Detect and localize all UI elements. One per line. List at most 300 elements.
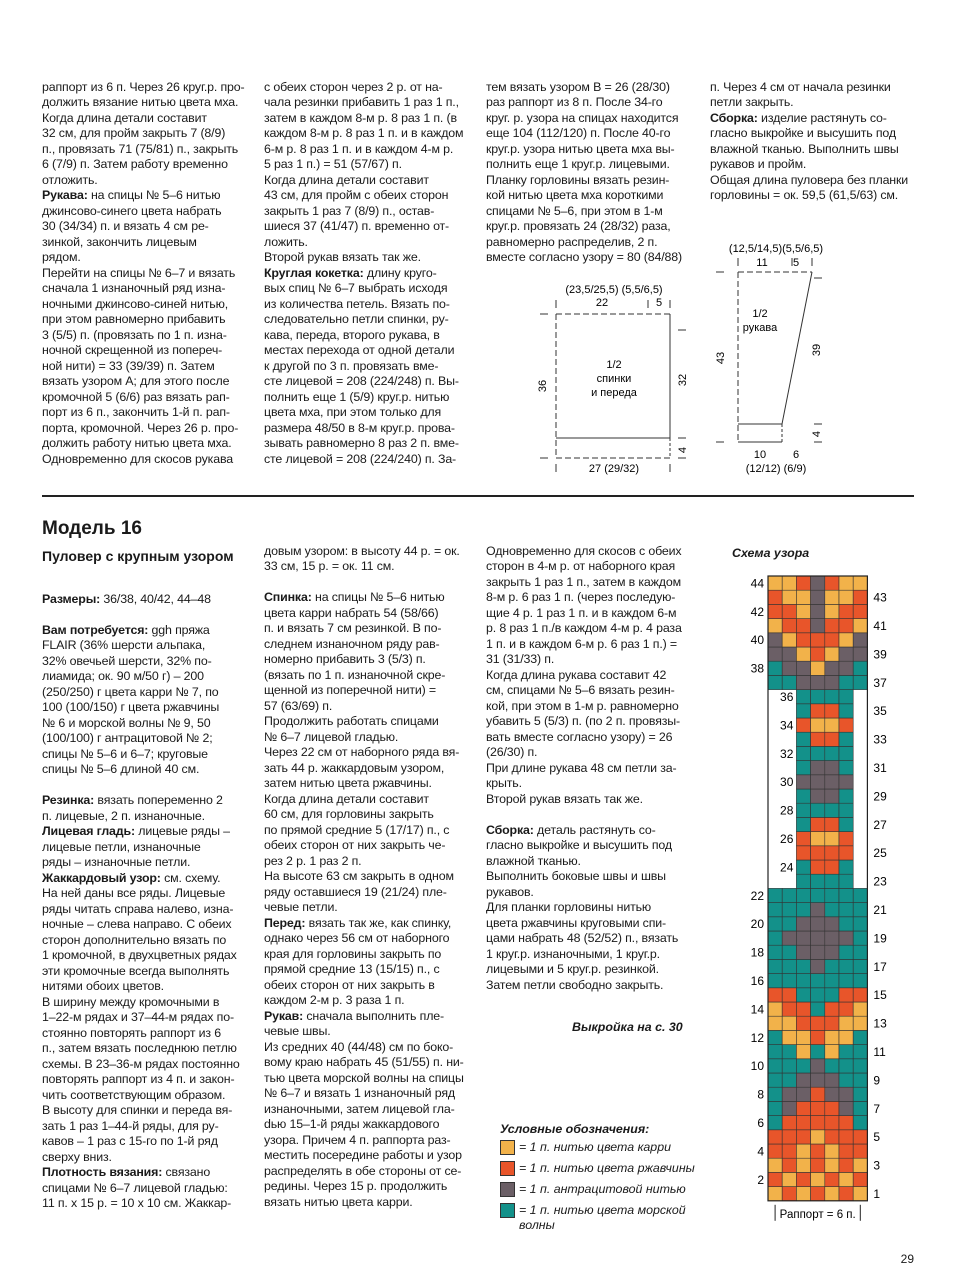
chart-cell: [853, 1059, 867, 1073]
body-center-1: 1/2: [606, 359, 622, 371]
chart-cell: [853, 1030, 867, 1044]
front-text: вязать так же, как спинку, однако через 56 см от наборного края для горловины закрыть по прямой средние 13 (15/15) п., с обеих сторон от них закрыть в каждом 2-м р. 3 раза 1 п.: [264, 915, 452, 1007]
chart-cell: [782, 1187, 796, 1201]
chart-cell: [825, 874, 839, 888]
row-number-left: 40: [750, 633, 764, 648]
sleeve-center-2: рукава: [742, 322, 778, 334]
chart-cell: [853, 888, 867, 902]
chart-cell: [811, 732, 825, 746]
legend-item: [500, 1161, 710, 1182]
row-number-right: 35: [873, 704, 887, 719]
chart-cell: [825, 832, 839, 846]
chart-cell: [853, 903, 867, 917]
chart-cell: [782, 590, 796, 604]
chart-cell: [853, 675, 867, 689]
chart-cell: [768, 945, 782, 959]
top-col-4: [710, 64, 918, 204]
chart-cell: [853, 1016, 867, 1030]
chart-cell: [768, 1172, 782, 1186]
chart-cell: [782, 1045, 796, 1059]
chart-cell: [811, 619, 825, 633]
row-number-left: 6: [757, 1115, 764, 1130]
chart-cell: [768, 888, 782, 902]
chart-cell: [811, 647, 825, 661]
row-number-right: 19: [873, 931, 887, 946]
chart-cell: [825, 590, 839, 604]
chart-cell: [782, 1073, 796, 1087]
chart-cell: [811, 1172, 825, 1186]
chart-cell: [839, 803, 853, 817]
chart-cell: [796, 1087, 810, 1101]
assembly-text: деталь растянуть со- гласно выкройке и высушить под влажной тканью. Выполнить боковые швы и швы рукавов. Для планки горловины нитью цвета ржавчины круговыми спи- цами набрать 48 (52/52) п., вязать 1 круг.р. изнаночными, 1 круг.р. лицевыми и 5 круг.р. резинкой. Затем петли свободно закрыть.: [486, 822, 679, 992]
chart-cell: [853, 647, 867, 661]
chart-cell: [768, 633, 782, 647]
chart-cell: [853, 576, 867, 590]
legend-title: Условные обозначения:: [500, 1122, 650, 1136]
row-number-right: 17: [873, 959, 887, 974]
chart-cell: [796, 1045, 810, 1059]
chart-cell: [839, 945, 853, 959]
sleeve-left-43: 43: [715, 351, 727, 365]
chart-cell: [839, 675, 853, 689]
chart-cell: [825, 1158, 839, 1172]
chart-cell: [782, 903, 796, 917]
chart-cell: [811, 988, 825, 1002]
row-number-right: 9: [873, 1073, 881, 1088]
chart-cell: [782, 917, 796, 931]
chart-cell: [853, 1144, 867, 1158]
chart-cell: [811, 874, 825, 888]
legend: [500, 1140, 710, 1232]
chart-cell: [811, 761, 825, 775]
sleeve-right-4: 4: [811, 430, 823, 438]
jacquard-heading: Жаккардовый узор:: [42, 870, 161, 885]
chart-cell: [782, 1144, 796, 1158]
chart-cell: [782, 576, 796, 590]
chart-cell: [811, 1116, 825, 1130]
chart-cell: [811, 1073, 825, 1087]
chart-cell: [782, 633, 796, 647]
legend-label: = 1 п. нитью цвета карри: [519, 1140, 671, 1154]
row-number-right: 41: [873, 618, 887, 633]
chart-cell: [825, 1101, 839, 1115]
chart-cell: [825, 1116, 839, 1130]
chart-cell: [825, 846, 839, 860]
chart-cell: [853, 1087, 867, 1101]
chart-cell: [796, 604, 810, 618]
chart-cell: [782, 661, 796, 675]
chart-cell: [825, 619, 839, 633]
chart-cell: [839, 604, 853, 618]
chart-cell: [796, 888, 810, 902]
assembly-text-top: изделие растянуть со- гласно выкройке и высушить под влажной тканью. Выполнить швы рукавов и пройм. Общая длина пуловера без планки горловины = ок. 59,5 (61,5/63) см.: [710, 110, 909, 202]
chart-cell: [796, 959, 810, 973]
chart-cell: [825, 1144, 839, 1158]
chart-cell: [839, 647, 853, 661]
chart-cell: [811, 590, 825, 604]
chart-cell: [853, 931, 867, 945]
row-number-right: 3: [873, 1158, 881, 1173]
top-col-4-text: п. Через 4 см от начала резинки петли закрыть.: [710, 79, 891, 109]
chart-cell: [796, 633, 810, 647]
chart-cell: [825, 931, 839, 945]
legend-label: = 1 п. антрацитовой нитью: [519, 1182, 686, 1196]
sizes-text: 36/38, 40/42, 44–48: [100, 591, 211, 606]
chart-cell: [825, 1059, 839, 1073]
row-number-left: 20: [750, 917, 764, 932]
chart-cell: [839, 846, 853, 860]
chart-cell: [796, 1002, 810, 1016]
sleeve-bottom-label: (12/12) (6/9): [745, 463, 807, 475]
chart-cell: [839, 619, 853, 633]
row-number-left: 26: [780, 831, 794, 846]
chart-cell: [811, 1016, 825, 1030]
chart-cell: [825, 576, 839, 590]
chart-cell: [853, 1158, 867, 1172]
chart-cell: [811, 604, 825, 618]
top-col-1: [42, 64, 250, 467]
chart-cell: [768, 931, 782, 945]
chart-cell: [796, 1144, 810, 1158]
chart-cell: [782, 988, 796, 1002]
row-number-right: 31: [873, 760, 887, 775]
front-heading: Перед:: [264, 915, 306, 930]
chart-cell: [839, 860, 853, 874]
chart-cell: [853, 1187, 867, 1201]
chart-cell: [768, 974, 782, 988]
chart-cell: [811, 1101, 825, 1115]
top-col-2: [264, 64, 472, 467]
chart-cell: [796, 718, 810, 732]
chart-cell: [853, 1116, 867, 1130]
chart-cell: [811, 661, 825, 675]
top-col-1-text: раппорт из 6 п. Через 26 круг.р. про- должить вязание нитью цвета мха. Когда длина детали составит 32 см, для пройм закрыть 7 (8/9) п., провязать 71 (75/81) п., закрыть 6 (7/9) п. Затем работу временно отложить.: [42, 79, 245, 187]
chart-cell: [811, 888, 825, 902]
chart-cell: [796, 846, 810, 860]
chart-cell: [853, 974, 867, 988]
chart-cell: [796, 1016, 810, 1030]
legend-item: [500, 1203, 710, 1232]
body-right-4: 4: [677, 446, 689, 454]
chart-cell: [796, 661, 810, 675]
chart-cell: [811, 675, 825, 689]
model-title: Модель 16: [42, 518, 142, 539]
row-number-left: 22: [750, 888, 764, 903]
chart-cell: [839, 1073, 853, 1087]
chart-cell: [839, 874, 853, 888]
chart-cell: [825, 974, 839, 988]
chart-cell: [782, 1172, 796, 1186]
chart-cell: [825, 945, 839, 959]
chart-cell: [825, 1087, 839, 1101]
chart-cell: [811, 917, 825, 931]
chart-cell: [839, 1087, 853, 1101]
sizes-heading: Размеры:: [42, 591, 101, 606]
chart-cell: [811, 789, 825, 803]
chart-cell: [839, 817, 853, 831]
chart-cell: [825, 789, 839, 803]
chart-cell: [796, 874, 810, 888]
chart-cell: [853, 619, 867, 633]
chart-cell: [839, 1045, 853, 1059]
legend-item: [500, 1140, 710, 1161]
gauge-heading: Плотность вязания:: [42, 1165, 163, 1179]
chart-cell: [796, 988, 810, 1002]
sleeve-right-39: 39: [811, 343, 823, 357]
chart-cell: [825, 732, 839, 746]
chart-cell: [796, 1158, 810, 1172]
sleeve-heading: Рукав:: [264, 1008, 304, 1023]
jacquard-text: см. схему. На ней даны все ряды. Лицевые ряды читать справа налево, изна- ночные – слева направо. С обеих сторон дополнительно вязать по 1 кромочной, в двухцветных рядах эти кромочные всегда выполнять нитями обоих цветов. В ширину между кромочными в 1–22-м рядах и 37–44-м рядах по- стоянно повторять раппорт из 6 п., затем вязать последнюю петлю схемы. В 23–36-м рядах постоянно повторять раппорт из 4 п. и закон- чить соответствующим образом. В высоту для спинки и переда вя- зать 1 раз 1–44-й ряды, для ру- кавов – 1 раз с 15-го по 1-й ряд сверху вниз.: [42, 870, 240, 1164]
sleeves-heading: Рукава:: [42, 188, 88, 202]
pattern-reference: Выкройка на с. 30: [572, 1020, 683, 1034]
row-number-right: 33: [873, 732, 887, 747]
chart-cell: [768, 661, 782, 675]
chart-cell: [796, 590, 810, 604]
row-number-right: 1: [873, 1186, 881, 1201]
chart-cell: [853, 604, 867, 618]
row-number-left: 38: [750, 661, 764, 676]
chart-cell: [768, 988, 782, 1002]
chart-cell: [796, 576, 810, 590]
chart-cell: [839, 718, 853, 732]
chart-cell: [825, 1002, 839, 1016]
row-number-left: 32: [780, 746, 794, 761]
chart-cell: [825, 775, 839, 789]
chart-cell: [782, 1030, 796, 1044]
chart-cell: [825, 704, 839, 718]
legend-swatch: [500, 1203, 515, 1218]
row-number-left: 36: [780, 689, 794, 704]
chart-cell: [811, 1002, 825, 1016]
chart-cell: [825, 1016, 839, 1030]
chart-cell: [825, 647, 839, 661]
row-number-left: 28: [780, 803, 794, 818]
chart-cell: [825, 988, 839, 1002]
chart-cell: [768, 590, 782, 604]
row-number-right: 11: [873, 1044, 886, 1059]
chart-cell: [825, 1130, 839, 1144]
chart-cell: [782, 888, 796, 902]
chart-cell: [768, 1144, 782, 1158]
chart-cell: [796, 761, 810, 775]
yoke-heading: Круглая кокетка:: [264, 265, 364, 280]
chart-cell: [768, 619, 782, 633]
body-top-5: 5: [655, 297, 663, 309]
row-number-left: 4: [757, 1144, 764, 1159]
chart-cell: [811, 1130, 825, 1144]
chart-cell: [811, 846, 825, 860]
chart-cell: [768, 1158, 782, 1172]
chart-cell: [853, 1002, 867, 1016]
row-number-left: 2: [757, 1172, 764, 1187]
chart-cell: [796, 647, 810, 661]
chart-cell: [853, 1101, 867, 1115]
assembly-heading: Сборка:: [486, 822, 534, 837]
body-center-3: и переда: [591, 387, 637, 399]
chart-cell: [853, 1045, 867, 1059]
chart-cell: [825, 1187, 839, 1201]
row-number-right: 27: [873, 817, 887, 832]
chart-cell: [811, 803, 825, 817]
chart-cell: [825, 917, 839, 931]
chart-cell: [768, 604, 782, 618]
chart-cell: [853, 1172, 867, 1186]
sleeve-diagram: [712, 238, 842, 478]
row-number-left: 34: [780, 718, 794, 733]
row-number-left: 24: [780, 860, 794, 875]
chart-cell: [839, 633, 853, 647]
chart-cell: [825, 761, 839, 775]
body-top-label: (23,5/25,5) (5,5/6,5): [565, 284, 663, 296]
row-number-left: 10: [750, 1059, 764, 1074]
chart-cell: [839, 704, 853, 718]
top-col-3-text: тем вязать узором В = 26 (28/30) раз раппорт из 8 п. После 34-го круг. р. узора на спицах находится еще 104 (112/120) п. После 40-го круг.р. узора нитью цвета мха вы- полнить еще 1 круг.р. лицевыми. Планку горловины вязать резин- кой нитью цвета мха короткими спицами № 5–6, при этом в 1-м круг.р. провязать 24 (28/32) раза, равномерно распределив, 2 п. вместе согласно узору = 80 (84/88): [486, 79, 682, 264]
chart-cell: [796, 974, 810, 988]
chart-cell: [796, 860, 810, 874]
chart-cell: [782, 931, 796, 945]
chart-cell: [853, 917, 867, 931]
chart-cell: [839, 931, 853, 945]
chart-cell: [768, 1073, 782, 1087]
chart-cell: [853, 988, 867, 1002]
chart-cell: [825, 661, 839, 675]
chart-cell: [839, 903, 853, 917]
chart-cell: [796, 1073, 810, 1087]
chart-cell: [839, 1030, 853, 1044]
chart-cell: [811, 1030, 825, 1044]
row-number-right: 43: [873, 590, 887, 605]
chart-cell: [853, 959, 867, 973]
chart-cell: [768, 1187, 782, 1201]
chart-cell: [811, 704, 825, 718]
chart-cell: [796, 1101, 810, 1115]
row-number-right: 39: [873, 647, 887, 662]
body-bottom: 27 (29/32): [588, 463, 640, 475]
chart-cell: [825, 817, 839, 831]
model-subtitle: Пуловер с крупным узором: [42, 548, 234, 564]
chart-cell: [768, 1016, 782, 1030]
chart-cell: [768, 1002, 782, 1016]
chart-cell: [796, 1059, 810, 1073]
chart-cell: [811, 1087, 825, 1101]
chart-cell: [782, 1158, 796, 1172]
chart-cell: [811, 690, 825, 704]
chart-title: Схема узора: [732, 546, 810, 560]
chart-cell: [796, 1187, 810, 1201]
legend-label: = 1 п. нитью цвета морской волны: [519, 1203, 686, 1232]
chart-cell: [839, 1144, 853, 1158]
chart-cell: [839, 761, 853, 775]
chart-cell: [825, 888, 839, 902]
row-number-right: 23: [873, 874, 887, 889]
chart-cell: [782, 1016, 796, 1030]
row-number-right: 29: [873, 789, 887, 804]
chart-cell: [811, 959, 825, 973]
chart-cell: [811, 576, 825, 590]
model-col-2: [264, 528, 472, 1210]
chart-cell: [796, 732, 810, 746]
chart-cell: [839, 1187, 853, 1201]
chart-cell: [768, 675, 782, 689]
row-number-right: 21: [873, 902, 887, 917]
row-number-left: 16: [750, 973, 764, 988]
rib-heading: Резинка:: [42, 793, 95, 807]
chart-cell: [839, 959, 853, 973]
chart-cell: [768, 1030, 782, 1044]
row-number-left: 44: [750, 576, 764, 591]
chart-cell: [839, 576, 853, 590]
chart-cell: [796, 917, 810, 931]
chart-cell: [811, 633, 825, 647]
chart-cell: [839, 1059, 853, 1073]
chart-cell: [782, 974, 796, 988]
chart-cell: [811, 746, 825, 760]
row-number-right: 37: [873, 675, 887, 690]
chart-cell: [796, 1130, 810, 1144]
chart-cell: [825, 1073, 839, 1087]
stockinette-text: лицевые ряды – лицевые петли, изнаночные ряды – изнаночные петли.: [42, 824, 230, 869]
chart-cell: [768, 917, 782, 931]
chart-cell: [839, 974, 853, 988]
chart-cell: [811, 860, 825, 874]
row-number-right: 15: [873, 988, 887, 1003]
sleeve-text: сначала выполнить пле- чевые швы. Из средних 40 (44/48) см по боко- вому краю набрать 45 (51/55) п. ни- тью цвета морской волны на спицы № 6–7 и вязать 1 изнаночный ряд изнаночными, затем лицевой гла- dью 15–1-й ряды жаккардового узора. Причем 4 п. раппорта раз- местить посередине работы и узор распределять в обе стороны от се- редины. Через 15 р. продолжить вязать нитью цвета карри.: [264, 1008, 464, 1209]
sleeve-center-1: 1/2: [752, 308, 768, 320]
page-number: 29: [900, 1252, 914, 1266]
model-col-1: [42, 576, 250, 1212]
row-number-right: 13: [873, 1016, 887, 1031]
chart-cell: [825, 604, 839, 618]
chart-cell: [811, 718, 825, 732]
chart-cell: [825, 803, 839, 817]
chart-cell: [796, 1116, 810, 1130]
chart-cell: [796, 903, 810, 917]
chart-cell: [839, 661, 853, 675]
body-left-36: 36: [537, 379, 549, 393]
chart-cell: [796, 746, 810, 760]
chart-cell: [796, 931, 810, 945]
gauge-cont-text: довым узором: в высоту 44 р. = ок. 33 см, 15 р. = ок. 11 см.: [264, 543, 460, 573]
chart-cell: [782, 1059, 796, 1073]
chart-cell: [839, 988, 853, 1002]
chart-cell: [825, 675, 839, 689]
chart-cell: [811, 945, 825, 959]
chart-cell: [811, 974, 825, 988]
chart-cell: [768, 1116, 782, 1130]
row-number-left: 30: [780, 775, 794, 790]
chart-cell: [782, 1087, 796, 1101]
chart-cell: [839, 1116, 853, 1130]
chart-cell: [853, 945, 867, 959]
chart-cell: [839, 746, 853, 760]
chart-cell: [796, 619, 810, 633]
chart-cell: [782, 1101, 796, 1115]
chart-cell: [811, 1187, 825, 1201]
chart-cell: [796, 803, 810, 817]
chart-cell: [782, 604, 796, 618]
body-top-22: 22: [595, 297, 609, 309]
row-number-right: 25: [873, 846, 887, 861]
chart-cell: [768, 1045, 782, 1059]
chart-cell: [768, 647, 782, 661]
sleeves-text: на спицы № 5–6 нитью джинсово-синего цвета набрать 30 (34/34) п. и вязать 4 см ре- зинкой, закончить лицевым рядом. Перейти на спицы № 6–7 и вязать сначала 1 изнаночный ряд изна- ночными джинсово-синей нитью, при этом равномерно прибавить 3 (5/5) п. (провязать по 1 п. изна- ночной скрещенной из попереч- ной нити) = 33 (39/39) п. Затем вязать узором А; для этого после кромочной 5 (6/6) раз вязать рап- порт из 6 п., закончить 1-й п. рап- порта, кромочной. Через 26 р. про- должить работу нитью цвета мха. Одновременно для скосов рукава: [42, 188, 239, 466]
chart-cell: [796, 704, 810, 718]
legend-swatch: [500, 1161, 515, 1176]
chart-cell: [796, 775, 810, 789]
model-col-3: [486, 528, 696, 993]
chart-cell: [811, 817, 825, 831]
